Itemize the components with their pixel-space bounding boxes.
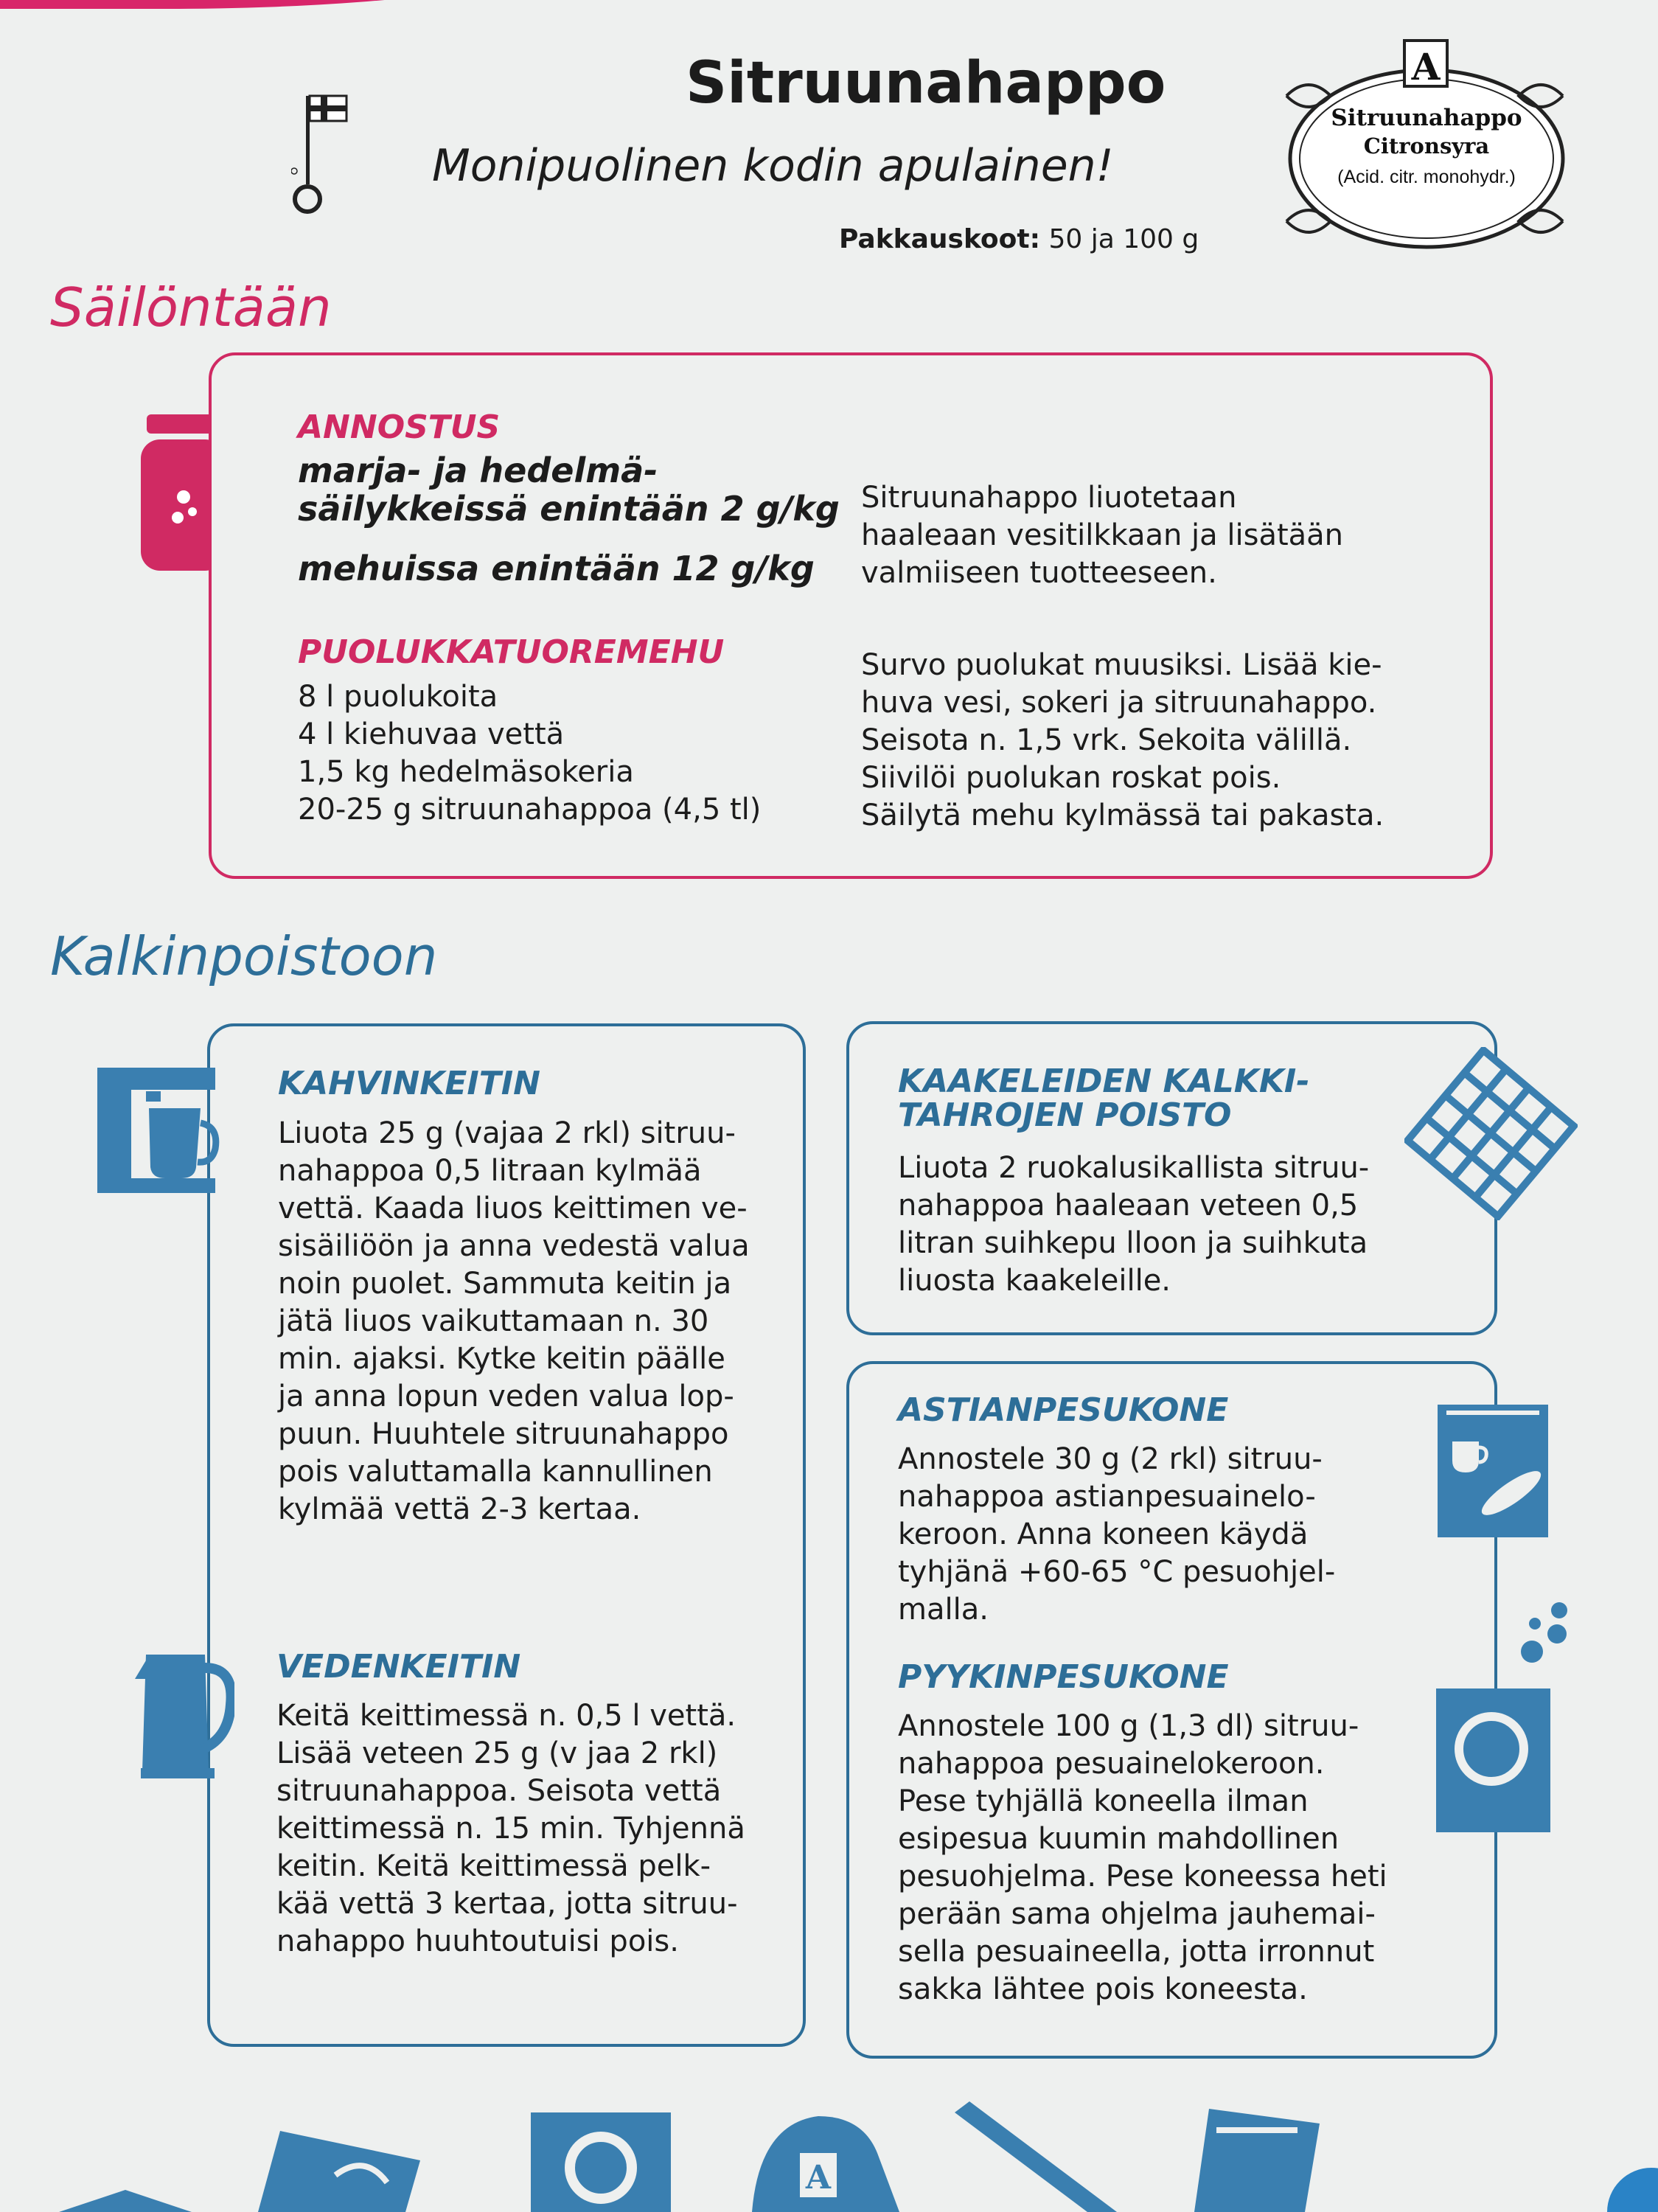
recipe-steps (861, 647, 1384, 835)
page-title: Sitruunahappo (686, 50, 1166, 116)
kettle-line: keittimessä n. 15 min. Tyhjennä (276, 1812, 745, 1846)
dosage-instruction-line: Sitruunahappo liuotetaan (861, 481, 1237, 515)
coffee-maker-line: Liuota 25 g (vajaa 2 rkl) sitruu- (278, 1116, 736, 1150)
ingredient-item: 1,5 kg hedelmäsokeria (298, 755, 634, 789)
stamp-line-2: Citronsyra (1363, 133, 1490, 159)
washing-machine-line: Annostele 100 g (1,3 dl) sitruu- (898, 1709, 1359, 1743)
recipe-step-line: Seisota n. 1,5 vrk. Sekoita välillä. (861, 723, 1352, 757)
kettle-text (276, 1697, 750, 1961)
kettle-line: kää vettä 3 kertaa, jotta sitruu- (276, 1887, 738, 1921)
recipe-step-line: Säilytä mehu kylmässä tai pakasta. (861, 799, 1384, 832)
stamp-line-3: (Acid. citr. monohydr.) (1337, 167, 1516, 187)
dosage-instruction-line: haaleaan vesitilkkaan ja lisätään (861, 518, 1344, 552)
dosage-line: marja- ja hedelmä- (298, 451, 658, 490)
dosage-line: säilykkeissä enintään 2 g/kg (298, 489, 840, 529)
decorative-top-arc (0, 0, 686, 9)
coffee-maker-icon (97, 1068, 223, 1193)
coffee-maker-kettle-card (207, 1023, 806, 2047)
washing-machine-line: perään sama ohjelma jauhemai- (898, 1897, 1376, 1931)
coffee-maker-line: min. ajaksi. Kytke keitin päälle (278, 1342, 725, 1376)
coffee-maker-line: jätä liuos vaikuttamaan n. 30 (278, 1304, 709, 1338)
bottom-kettle-icon (955, 2101, 1117, 2212)
page-subtitle: Monipuolinen kodin apulainen! (432, 140, 1114, 192)
ingredient-item: 8 l puolukoita (298, 680, 498, 714)
tiles-line: liuosta kaakeleille. (898, 1264, 1171, 1298)
dishwasher-heading: ASTIANPESUKONE (898, 1391, 1229, 1429)
coffee-maker-line: vettä. Kaada liuos keittimen ve- (278, 1192, 748, 1225)
recipe-step-line: huva vesi, sokeri ja sitruunahappo. (861, 686, 1377, 720)
washing-machine-line: Pese tyhjällä koneella ilman (898, 1784, 1309, 1818)
recipe-step-line: Siivilöi puolukan roskat pois. (861, 761, 1281, 795)
tiles-heading (898, 1062, 1310, 1134)
tiles-icon (1404, 1047, 1578, 1220)
finnish-key-flag-icon (291, 88, 350, 214)
washing-machine-line: pesuohjelma. Pese koneessa heti (898, 1860, 1387, 1893)
coffee-maker-line: pois valuttamalla kannullinen (278, 1455, 713, 1489)
tiles-line: Liuota 2 ruokalusikallista sitruu- (898, 1151, 1370, 1185)
section-title-preserving: Säilöntään (50, 276, 332, 338)
ingredient-list (298, 678, 761, 829)
dosage-instruction-line: valmiiseen tuotteeseen. (861, 556, 1217, 590)
stamp-line-1: Sitruunahappo (1331, 105, 1522, 131)
washing-machine-line: nahappoa pesuainelokeroon. (898, 1747, 1325, 1781)
kettle-line: sitruunahappoa. Seisota vettä (276, 1774, 722, 1808)
tiles-heading-line: TAHROJEN POISTO (898, 1096, 1232, 1134)
dishwasher-line: keroon. Anna koneen käydä (898, 1517, 1309, 1551)
dosage-line: mehuissa enintään 12 g/kg (298, 549, 815, 588)
washing-machine-icon (1436, 1688, 1550, 1832)
pack-sizes-value: 50 ja 100 g (1048, 224, 1199, 254)
kettle-line: nahappo huuhtoutuisi pois. (276, 1924, 679, 1958)
kettle-line: Keitä keittimessä n. 0,5 l vettä. (276, 1699, 736, 1733)
tiles-card (846, 1021, 1497, 1335)
dosage-instructions (861, 479, 1343, 592)
product-label-stamp (1279, 29, 1570, 265)
tiles-line: litran suihkepu lloon ja suihkuta (898, 1226, 1368, 1260)
ingredient-item: 4 l kiehuvaa vettä (298, 717, 565, 751)
stamp-letter: A (1411, 45, 1441, 88)
washing-machine-line: esipesua kuumin mahdollinen (898, 1822, 1340, 1856)
kettle-line: keitin. Keitä keittimessä pelk- (276, 1849, 711, 1883)
coffee-maker-line: puun. Huuhtele sitruunahappo (278, 1417, 729, 1451)
recipe-step-line: Survo puolukat muusiksi. Lisää kie- (861, 648, 1382, 682)
coffee-maker-line: nahappoa 0,5 litraan kylmää (278, 1154, 702, 1188)
dishwasher-icon (1438, 1405, 1552, 1537)
bubbles-icon (1519, 1601, 1574, 1664)
kettle-heading: VEDENKEITIN (276, 1648, 521, 1686)
coffee-maker-line: ja anna lopun veden valua lop- (278, 1380, 734, 1413)
bottom-decorative-icons (0, 2079, 1658, 2212)
pack-sizes-label: Pakkauskoot: (839, 224, 1040, 254)
coffee-maker-line: sisäiliöön ja anna vedestä valua (278, 1229, 750, 1263)
tiles-text (898, 1150, 1369, 1300)
coffee-maker-heading: KAHVINKEITIN (278, 1065, 540, 1102)
dishwasher-line: tyhjänä +60-65 °C pesuohjel- (898, 1555, 1336, 1589)
washing-machine-line: sella pesuaineella, jotta irronnut (898, 1935, 1375, 1969)
bottom-tile-icon (59, 2190, 192, 2212)
section-title-descaling: Kalkinpoistoon (50, 925, 438, 987)
dishwasher-text (898, 1441, 1370, 1629)
washing-machine-line: sakka lähtee pois koneesta. (898, 1972, 1308, 2006)
coffee-maker-line: kylmää vettä 2-3 kertaa. (278, 1492, 641, 1526)
dishwasher-washing-machine-card (846, 1361, 1497, 2059)
pack-sizes (839, 224, 1199, 254)
tiles-heading-line: KAAKELEIDEN KALKKI- (898, 1062, 1310, 1100)
coffee-maker-text (278, 1115, 750, 1528)
coffee-maker-line: noin puolet. Sammuta keitin ja (278, 1267, 732, 1301)
svg-text:A: A (805, 2159, 832, 2197)
preserving-card (209, 352, 1493, 879)
washing-machine-text (898, 1708, 1387, 2008)
washing-machine-heading: PYYKINPESUKONE (898, 1658, 1229, 1696)
dosage-heading: ANNOSTUS (298, 408, 501, 446)
dishwasher-line: malla. (898, 1593, 989, 1627)
dishwasher-line: Annostele 30 g (2 rkl) sitruu- (898, 1442, 1323, 1476)
recipe-heading: PUOLUKKATUOREMEHU (298, 633, 725, 671)
ingredient-item: 20-25 g sitruunahappoa (4,5 tl) (298, 793, 762, 827)
kettle-icon (135, 1646, 234, 1778)
kettle-line: Lisää veteen 25 g (v jaa 2 rkl) (276, 1736, 718, 1770)
dishwasher-line: nahappoa astianpesuainelo- (898, 1480, 1316, 1514)
bottom-coffee-maker-icon (1194, 2109, 1320, 2212)
tiles-line: nahappoa haaleaan veteen 0,5 (898, 1189, 1359, 1222)
